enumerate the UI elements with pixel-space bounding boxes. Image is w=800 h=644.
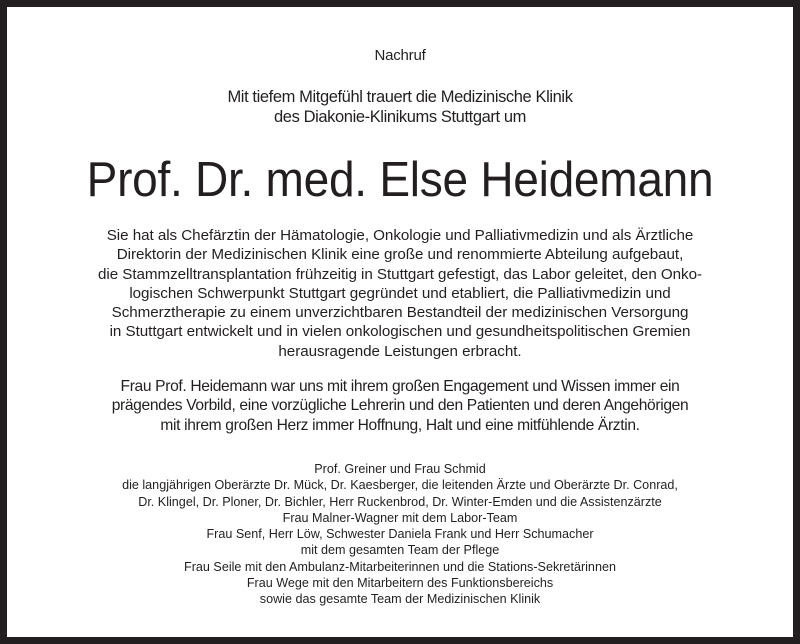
intro-line: Mit tiefem Mitgefühl trauert die Medizinische Klinik xyxy=(227,88,573,106)
notice-label: Nachruf xyxy=(374,47,426,64)
deceased-name: Prof. Dr. med. Else Heidemann xyxy=(86,153,714,207)
tribute-paragraph-1 xyxy=(7,226,793,361)
signer-line: die langjährigen Oberärzte Dr. Mück, Dr. Kaesberger, die leitenden Ärzte und Oberärzte Dr. Conrad, xyxy=(122,478,678,493)
paragraph-line: Direktorin der Medizinischen Klinik eine große und renommierte Abteilung aufgebaut, xyxy=(116,246,684,264)
intro-line: des Diakonie-Klinikums Stuttgart um xyxy=(274,108,526,126)
signer-line: sowie das gesamte Team der Medizinischen Klinik xyxy=(259,592,541,607)
signer-line: Dr. Klingel, Dr. Ploner, Dr. Bichler, Herr Ruckenbrod, Dr. Winter-Emden und die Assistenzärzte xyxy=(138,494,662,509)
paragraph-line: herausragende Leistungen erbracht. xyxy=(278,342,522,360)
signer-line: Frau Seile mit den Ambulanz-Mitarbeiterinnen und die Stations-Sekretärinnen xyxy=(184,559,616,574)
paragraph-line: logischen Schwerpunkt Stuttgart gegründet und etabliert, die Palliativmedizin und xyxy=(129,284,671,302)
paragraph-line: Frau Prof. Heidemann war uns mit ihrem großen Engagement und Wissen immer ein xyxy=(120,378,680,395)
tribute-paragraph-2 xyxy=(7,377,793,435)
signer-line: Frau Malner-Wagner mit dem Labor-Team xyxy=(282,510,518,525)
paragraph-line: Sie hat als Chefärztin der Hämatologie, Onkologie und Palliativmedizin und als Ärztliche xyxy=(106,227,694,244)
signers-list xyxy=(7,461,793,608)
paragraph-line: prägendes Vorbild, eine vorzügliche Lehrerin und den Patienten und deren Angehörigen xyxy=(111,397,689,415)
signer-line: Prof. Greiner und Frau Schmid xyxy=(314,462,486,476)
paragraph-line: die Stammzelltransplantation frühzeitig in Stuttgart gefestigt, das Labor geleitet, den Onko- xyxy=(97,265,703,283)
paragraph-line: mit ihrem großen Herz immer Hoffnung, Halt und eine mitfühlende Ärztin. xyxy=(160,416,640,434)
signer-line: mit dem gesamten Team der Pflege xyxy=(300,543,500,558)
signer-line: Frau Wege mit den Mitarbeitern des Funktionsbereichs xyxy=(246,576,554,591)
paragraph-line: in Stuttgart entwickelt und in vielen onkologischen und gesundheitspolitischen Gremien xyxy=(109,323,691,341)
paragraph-line: Schmerztherapie zu einem unverzichtbaren Bestandteil der medizinischen Versorgung xyxy=(111,304,689,322)
signer-line: Frau Senf, Herr Löw, Schwester Daniela Frank und Herr Schumacher xyxy=(206,527,594,542)
intro-text xyxy=(7,87,793,127)
